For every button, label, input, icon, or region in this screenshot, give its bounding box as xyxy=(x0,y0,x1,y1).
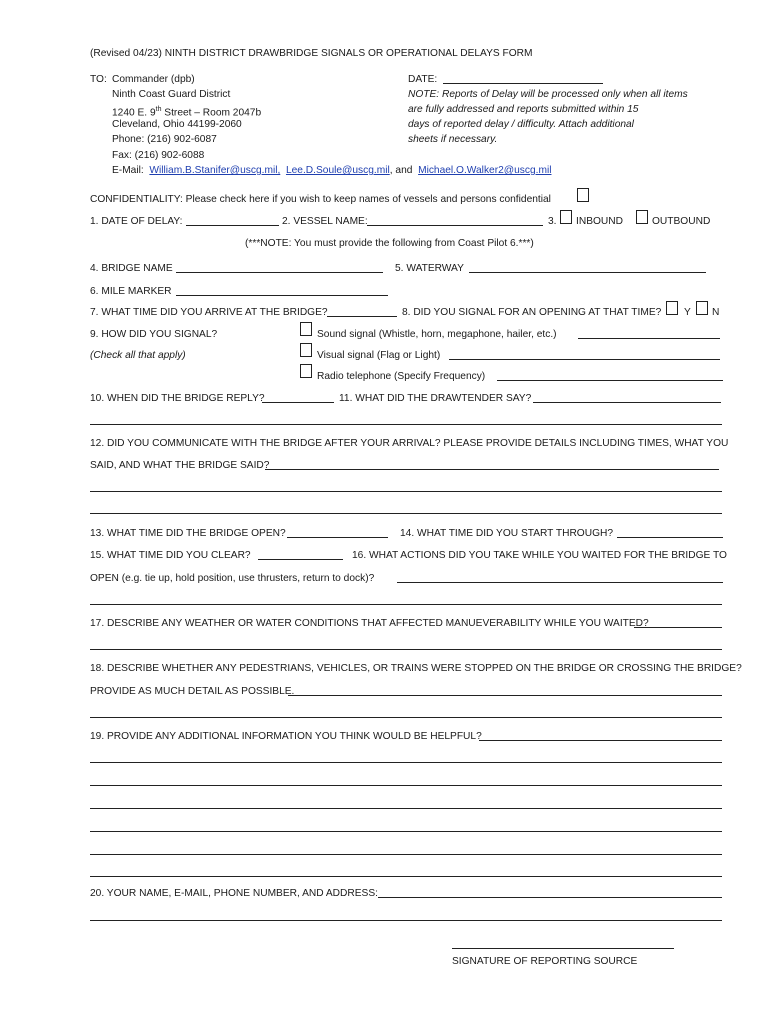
q15-field[interactable] xyxy=(258,559,343,560)
q1-field[interactable] xyxy=(186,225,279,226)
q19-label: 19. PROVIDE ANY ADDITIONAL INFORMATION YOU THINK WOULD BE HELPFUL? xyxy=(90,731,482,742)
address-line-1: Ninth Coast Guard District xyxy=(112,89,231,100)
q8-no-label: N xyxy=(712,307,720,318)
q7-field[interactable] xyxy=(327,316,397,317)
q18-field[interactable] xyxy=(288,695,722,696)
q18-label-cont: PROVIDE AS MUCH DETAIL AS POSSIBLE. xyxy=(90,686,295,697)
date-field[interactable] xyxy=(443,83,603,84)
q17-field[interactable] xyxy=(634,627,722,628)
q2-field[interactable] xyxy=(367,225,543,226)
inbound-checkbox[interactable] xyxy=(560,210,572,224)
q17-label: 17. DESCRIBE ANY WEATHER OR WATER CONDITIONS THAT AFFECTED MANUEVERABILITY WHILE YOU WAITED? xyxy=(90,618,649,629)
email-link-soule[interactable]: Lee.D.Soule@uscg.mil xyxy=(285,165,390,176)
q8-yes-checkbox[interactable] xyxy=(666,301,678,315)
q9-label: 9. HOW DID YOU SIGNAL? xyxy=(90,329,218,340)
inbound-label: INBOUND xyxy=(576,216,623,227)
to-label: TO: xyxy=(90,74,107,85)
recipient: Commander (dpb) xyxy=(112,74,195,85)
note-line-3: days of reported delay / difficulty. Attach additional xyxy=(408,119,634,130)
signature-line[interactable] xyxy=(452,948,674,949)
q16-label: 16. WHAT ACTIONS DID YOU TAKE WHILE YOU WAITED FOR THE BRIDGE TO xyxy=(352,550,727,561)
phone: Phone: (216) 902-6087 xyxy=(112,134,217,145)
confidentiality-text: CONFIDENTIALITY: Please check here if you wish to keep names of vessels and persons confidential xyxy=(90,194,551,205)
address-line-3: Cleveland, Ohio 44199-2060 xyxy=(112,119,242,130)
date-label: DATE: xyxy=(408,74,438,85)
outbound-checkbox[interactable] xyxy=(636,210,648,224)
sound-signal-field[interactable] xyxy=(578,338,720,339)
radio-telephone-label: Radio telephone (Specify Frequency) xyxy=(317,371,486,382)
q12-label: 12. DID YOU COMMUNICATE WITH THE BRIDGE AFTER YOUR ARRIVAL? PLEASE PROVIDE DETAILS INCLUDING TIMES, WHAT YOU xyxy=(90,438,729,449)
q18-label: 18. DESCRIBE WHETHER ANY PEDESTRIANS, VEHICLES, OR TRAINS WERE STOPPED ON THE BRIDGE OR CROSSING THE BRIDGE? xyxy=(90,663,742,674)
q5-field[interactable] xyxy=(469,272,706,273)
q4-field[interactable] xyxy=(176,272,383,273)
email-line: E-Mail: William.B.Stanifer@uscg.mil, Lee.D.Soule@uscg.mil, and Michael.O.Walker2@uscg.mil xyxy=(112,165,552,176)
q14-label: 14. WHAT TIME DID YOU START THROUGH? xyxy=(400,528,614,539)
q19-answer-line[interactable] xyxy=(90,876,722,877)
q14-field[interactable] xyxy=(617,537,723,538)
note-line-1: NOTE: Reports of Delay will be processed only when all items xyxy=(408,89,688,100)
sound-signal-label: Sound signal (Whistle, horn, megaphone, hailer, etc.) xyxy=(317,329,557,340)
q13-field[interactable] xyxy=(287,537,388,538)
q6-label: 6. MILE MARKER xyxy=(90,286,172,297)
q12-label-cont: SAID, AND WHAT THE BRIDGE SAID? xyxy=(90,460,270,471)
q5-label: 5. WATERWAY xyxy=(395,263,464,274)
outbound-label: OUTBOUND xyxy=(652,216,711,227)
q19-answer-line[interactable] xyxy=(90,785,722,786)
q3-label: 3. xyxy=(548,216,557,227)
q11-answer-line[interactable] xyxy=(90,424,722,425)
coast-pilot-note: (***NOTE: You must provide the following from Coast Pilot 6.***) xyxy=(245,238,534,249)
email-link-stanifer[interactable]: William.B.Stanifer@uscg.mil, xyxy=(149,165,281,176)
q12-answer-line[interactable] xyxy=(90,491,722,492)
radio-telephone-checkbox[interactable] xyxy=(300,364,312,378)
q1-label: 1. DATE OF DELAY: xyxy=(90,216,183,227)
visual-signal-field[interactable] xyxy=(449,359,720,360)
q10-field[interactable] xyxy=(262,402,334,403)
q8-no-checkbox[interactable] xyxy=(696,301,708,315)
note-line-4: sheets if necessary. xyxy=(408,134,498,145)
q16-answer-line[interactable] xyxy=(90,604,722,605)
q8-yes-label: Y xyxy=(684,307,691,318)
email-link-walker[interactable]: Michael.O.Walker2@uscg.mil xyxy=(418,165,552,176)
q13-label: 13. WHAT TIME DID THE BRIDGE OPEN? xyxy=(90,528,286,539)
q20-label: 20. YOUR NAME, E-MAIL, PHONE NUMBER, AND ADDRESS: xyxy=(90,888,378,899)
q12-answer-line[interactable] xyxy=(90,513,722,514)
q15-label: 15. WHAT TIME DID YOU CLEAR? xyxy=(90,550,251,561)
note-line-2: are fully addressed and reports submitted within 15 xyxy=(408,104,639,115)
q20-answer-line[interactable] xyxy=(90,920,722,921)
q10-label: 10. WHEN DID THE BRIDGE REPLY? xyxy=(90,393,265,404)
q20-field[interactable] xyxy=(378,897,722,898)
q19-field[interactable] xyxy=(479,740,722,741)
address-line-2: 1240 E. 9th Street – Room 2047b xyxy=(112,106,262,119)
q18-answer-line[interactable] xyxy=(90,717,722,718)
q16-label-cont: OPEN (e.g. tie up, hold position, use thrusters, return to dock)? xyxy=(90,573,375,584)
q19-answer-line[interactable] xyxy=(90,831,722,832)
confidentiality-checkbox[interactable] xyxy=(577,188,589,202)
q9-hint: (Check all that apply) xyxy=(90,350,186,361)
q2-label: 2. VESSEL NAME: xyxy=(282,216,368,227)
q19-answer-line[interactable] xyxy=(90,762,722,763)
fax: Fax: (216) 902-6088 xyxy=(112,150,205,161)
sound-signal-checkbox[interactable] xyxy=(300,322,312,336)
q4-label: 4. BRIDGE NAME xyxy=(90,263,173,274)
q16-field[interactable] xyxy=(397,582,723,583)
q7-label: 7. WHAT TIME DID YOU ARRIVE AT THE BRIDGE? xyxy=(90,307,328,318)
visual-signal-checkbox[interactable] xyxy=(300,343,312,357)
q6-field[interactable] xyxy=(176,295,388,296)
visual-signal-label: Visual signal (Flag or Light) xyxy=(317,350,441,361)
q11-label: 11. WHAT DID THE DRAWTENDER SAY? xyxy=(339,393,532,404)
q12-field[interactable] xyxy=(265,469,719,470)
q19-answer-line[interactable] xyxy=(90,808,722,809)
form-title: (Revised 04/23) NINTH DISTRICT DRAWBRIDGE SIGNALS OR OPERATIONAL DELAYS FORM xyxy=(90,48,533,59)
q11-field[interactable] xyxy=(533,402,721,403)
radio-frequency-field[interactable] xyxy=(497,380,723,381)
q19-answer-line[interactable] xyxy=(90,854,722,855)
q8-label: 8. DID YOU SIGNAL FOR AN OPENING AT THAT TIME? xyxy=(402,307,662,318)
signature-label: SIGNATURE OF REPORTING SOURCE xyxy=(452,956,638,967)
q17-answer-line[interactable] xyxy=(90,649,722,650)
